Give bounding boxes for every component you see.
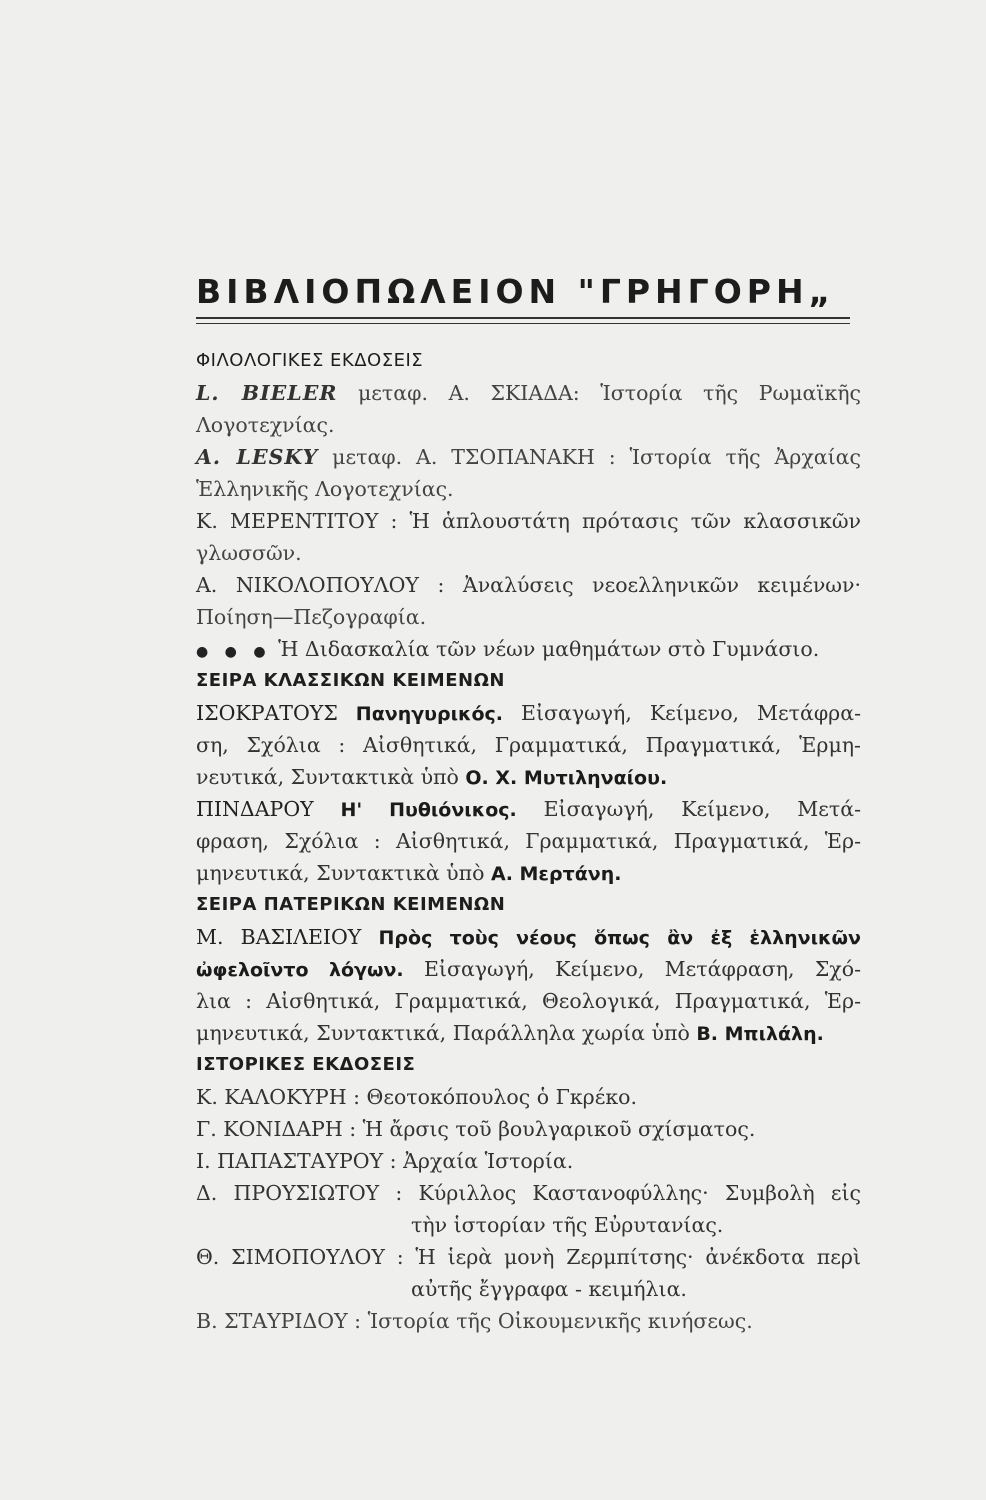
entry-kalokyri [196,1081,861,1113]
entry-text: Γ. ΚΟΝΙΔΑΡΗ : Ἡ ἄρσις τοῦ βουλγαρικοῦ σχίσματος. [196,1117,756,1141]
entry-prousiotou [196,1177,861,1241]
bookshop-masthead: ΒΙΒΛΙΟΠΩΛΕΙΟΝ "ΓΡΗΓΟΡΗ„ [196,272,836,311]
entry-line [196,953,861,985]
entry-author: ΙΣΟΚΡΑΤΟΥΣ [196,701,356,725]
entry-text: Κ. ΜΕΡΕΝΤΙΤΟΥ : Ἡ ἁπλουστάτη πρότασις τῶν κλασσικῶν [196,509,861,533]
entry-line [196,377,861,409]
bullet-dots-icon: ● ● ● [196,644,272,660]
entry-author: L. BIELER [196,381,338,405]
entry-vasileiou [196,921,861,1049]
entry-editor: Β. Μπιλάλη. [696,1023,824,1045]
entry-line [196,697,861,729]
entry-nikolopoulou [196,569,861,633]
entry-text: γλωσσῶν. [196,541,302,565]
entry-lesky [196,441,861,505]
entry-text: Ποίηση—Πεζογραφία. [196,605,427,629]
entry-author: ΠΙΝΔΑΡΟΥ [196,797,341,821]
entry-pindarou [196,793,861,889]
section-heading-classical: ΣΕΙΡΑ ΚΛΑΣΣΙΚΩΝ ΚΕΙΜΕΝΩΝ [196,670,505,691]
entry-text: μηνευτικά, Συντακτικὰ ὑπὸ [196,861,491,885]
entry-line [196,793,861,825]
entry-text: Ι. ΠΑΠΑΣΤΑΥΡΟΥ : Ἀρχαία Ἱστορία. [196,1149,574,1173]
entry-didaskalia [196,633,861,665]
entry-text: αὐτῆς ἔγγραφα - κειμήλια. [411,1277,687,1301]
entry-text: λια : Αἰσθητικά, Γραμματικά, Θεολογικά, Πραγματικά, Ἑρ- [196,989,861,1013]
entry-isokratous [196,697,861,793]
entry-text: Ἡ Διδασκαλία τῶν νέων μαθημάτων στὸ Γυμνάσιο. [271,637,820,661]
entry-author: A. LESKY [196,445,319,469]
entry-bieler [196,377,861,441]
masthead-rule-thick [196,317,850,319]
entry-text: Ἑλληνικῆς Λογοτεχνίας. [196,477,454,501]
entry-konidari [196,1113,861,1145]
entry-title: ὠφελοῖντο λόγων. [196,959,404,981]
entry-text: Εἰσαγωγή, Κείμενο, Μετάφραση, Σχό- [403,957,862,981]
entry-text: μεταφ. Α. ΣΚΙΑΔΑ: Ἱστορία τῆς Ρωμαϊκῆς [337,381,861,405]
catalog-content [196,345,861,1337]
entry-line [196,1017,861,1049]
entry-text: νευτικά, Συντακτικὰ ὑπὸ [196,765,466,789]
masthead-rule-thin [196,323,850,324]
section-heading-philology: ΦΙΛΟΛΟΓΙΚΕΣ ΕΚΔΟΣΕΙΣ [196,350,424,371]
entry-line [196,761,861,793]
entry-papastavrou [196,1145,861,1177]
entry-editor: Ο. Χ. Μυτιληναίου. [465,767,668,789]
entry-title: Πρὸς τοὺς νέους ὅπως ἂν ἐξ ἑλληνικῶν [378,927,861,949]
entry-text: μεταφ. Α. ΤΣΟΠΑΝΑΚΗ : Ἱστορία τῆς Ἀρχαίας [318,445,861,469]
entry-text: φραση, Σχόλια : Αἰσθητικά, Γραμματικά, Πραγματικά, Ἑρ- [196,829,861,853]
entry-merentitou [196,505,861,569]
entry-stavridou [196,1305,861,1337]
entry-line [196,921,861,953]
entry-text: Κ. ΚΑΛΟΚΥΡΗ : Θεοτοκόπουλος ὁ Γκρέκο. [196,1085,637,1109]
entry-text: τὴν ἱστορίαν τῆς Εὐρυτανίας. [411,1213,724,1237]
entry-author: Μ. ΒΑΣΙΛΕΙΟΥ [196,925,379,949]
entry-text: Εἰσαγωγή, Κείμενο, Μετάφρα- [503,701,861,725]
section-heading-patristic: ΣΕΙΡΑ ΠΑΤΕΡΙΚΩΝ ΚΕΙΜΕΝΩΝ [196,894,506,915]
entry-text: Β. ΣΤΑΥΡΙΔΟΥ : Ἱστορία τῆς Οἰκουμενικῆς κινήσεως. [196,1309,753,1333]
entry-text: Λογοτεχνίας. [196,413,335,437]
entry-simopoulou [196,1241,861,1305]
entry-line [196,441,861,473]
entry-title: Πανηγυρικός. [355,703,504,725]
entry-text: Α. ΝΙΚΟΛΟΠΟΥΛΟΥ : Ἀναλύσεις νεοελληνικῶν κειμένων· [196,573,861,597]
entry-text: ση, Σχόλια : Αἰσθητικά, Γραμματικά, Πραγματικά, Ἑρμη- [196,733,861,757]
entry-text: Εἰσαγωγή, Κείμενο, Μετά- [516,797,862,821]
section-heading-history: ΙΣΤΟΡΙΚΕΣ ΕΚΔΟΣΕΙΣ [196,1054,416,1075]
entry-text: Θ. ΣΙΜΟΠΟΥΛΟΥ : Ἡ ἱερὰ μονὴ Ζερμπίτσης· ἀνέκδοτα περὶ [196,1245,861,1269]
entry-title: Η' Πυθιόνικος. [340,799,517,821]
entry-line [196,633,861,665]
entry-line [196,857,861,889]
entry-text: μηνευτικά, Συντακτικά, Παράλληλα χωρία ὑπὸ [196,1021,697,1045]
entry-editor: Α. Μερτάνη. [490,863,622,885]
entry-text: Δ. ΠΡΟΥΣΙΩΤΟΥ : Κύριλλος Καστανοφύλλης· Συμβολὴ εἰς [196,1181,861,1205]
